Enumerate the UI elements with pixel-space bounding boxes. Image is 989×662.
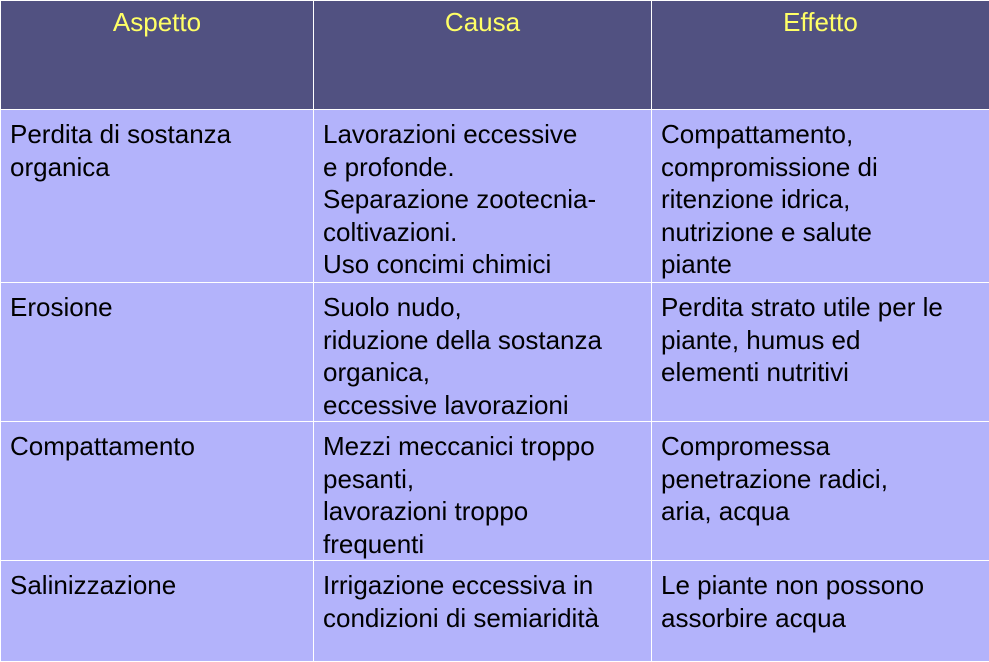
cell-aspetto	[1, 110, 314, 283]
header-row	[1, 1, 989, 110]
table-row	[1, 561, 989, 662]
cell-text: Perdita di sostanza organica	[10, 119, 232, 182]
cell-text: Salinizzazione	[10, 570, 177, 600]
cell-aspetto	[1, 561, 314, 662]
cell-effetto	[652, 283, 989, 422]
cell-causa	[314, 561, 652, 662]
header-causa: Causa	[314, 1, 652, 110]
cell-text: Mezzi meccanici troppo pesanti, lavorazioni troppo frequenti	[323, 431, 595, 559]
cell-causa	[314, 422, 652, 561]
header-effetto: Effetto	[652, 1, 989, 110]
cell-causa	[314, 110, 652, 283]
table-row	[1, 110, 989, 283]
cell-text: Compromessa penetrazione radici, aria, acqua	[661, 431, 888, 526]
table-row	[1, 422, 989, 561]
cell-causa	[314, 283, 652, 422]
cell-text: Irrigazione eccessiva in condizioni di semiaridità	[323, 570, 600, 633]
cell-text: Erosione	[10, 292, 113, 322]
cell-aspetto	[1, 283, 314, 422]
cell-effetto	[652, 110, 989, 283]
table-row	[1, 283, 989, 422]
cell-text: Le piante non possono assorbire acqua	[661, 570, 925, 633]
cell-text: Perdita strato utile per le piante, humus ed elementi nutritivi	[661, 292, 943, 387]
cell-aspetto	[1, 422, 314, 561]
cell-effetto	[652, 422, 989, 561]
cell-text: Compattamento	[10, 431, 195, 461]
header-aspetto: Aspetto	[1, 1, 314, 110]
cell-effetto	[652, 561, 989, 662]
cell-text: Lavorazioni eccessive e profonde. Separazione zootecnia- coltivazioni. Uso concimi chimici	[323, 119, 597, 279]
cell-text: Suolo nudo, riduzione della sostanza organica, eccessive lavorazioni	[323, 292, 602, 420]
cell-text: Compattamento, compromissione di ritenzione idrica, nutrizione e salute piante	[661, 119, 878, 279]
